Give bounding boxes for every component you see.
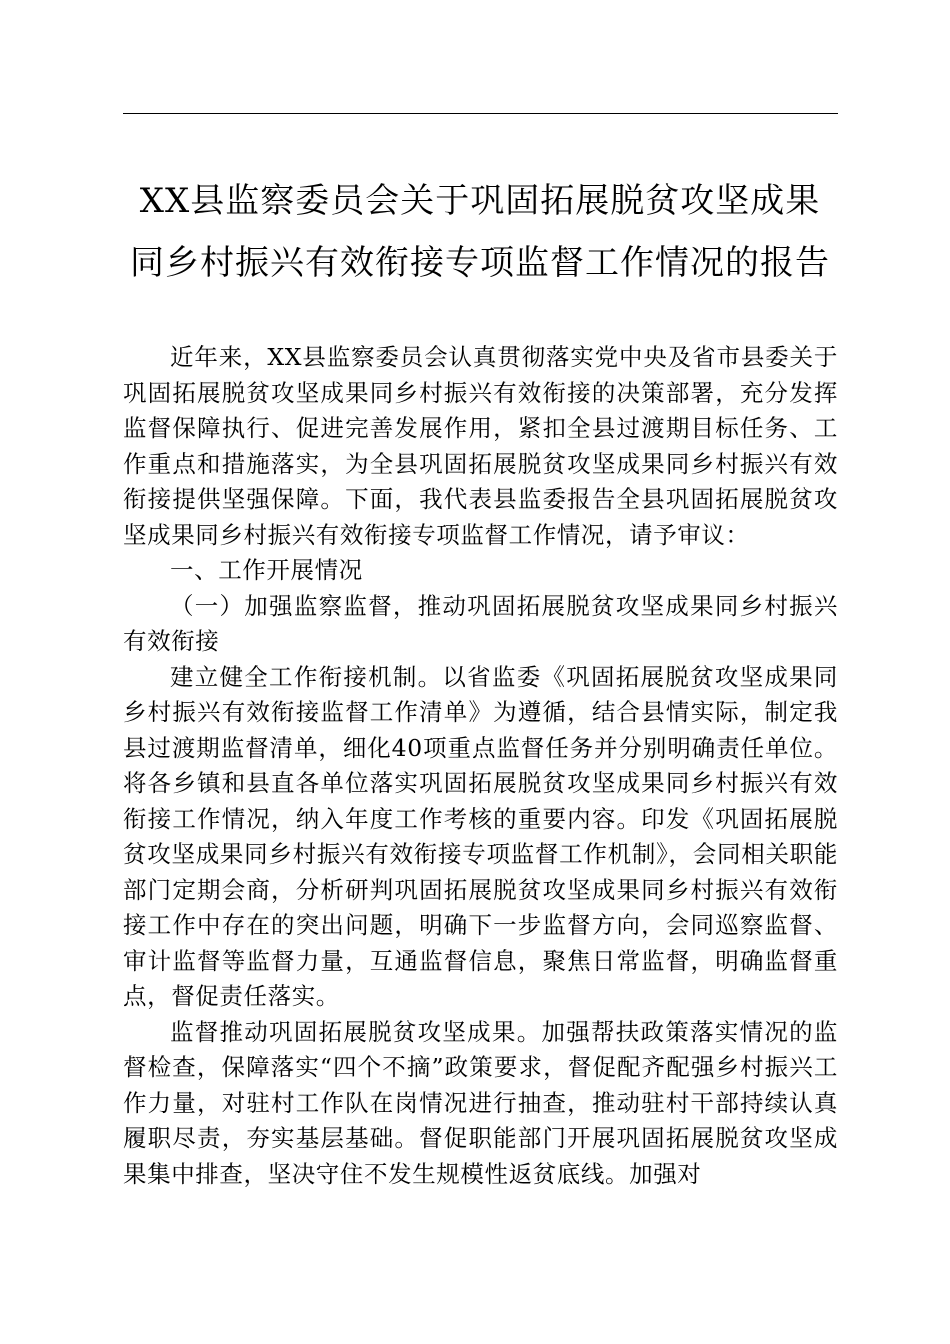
intro-paragraph: 近年来，XX县监察委员会认真贯彻落实党中央及省市县委关于巩固拓展脱贫攻坚成果同乡村振兴有效衔接的决策部署，充分发挥监督保障执行、促进完善发展作用，紧扣全县过渡期目标任务、工作重点和措施落实，为全县巩固拓展脱贫攻坚成果同乡村振兴有效衔接提供坚强保障。下面，我代表县监委报告全县巩固拓展脱贫攻坚成果同乡村振兴有效衔接专项监督工作情况，请予审议： <box>123 343 838 549</box>
mechanism-paragraph: 建立健全工作衔接机制。以省监委《巩固拓展脱贫攻坚成果同乡村振兴有效衔接监督工作清单》为遵循，结合县情实际，制定我县过渡期监督清单，细化40项重点监督任务并分别明确责任单位。将各乡镇和县直各单位落实巩固拓展脱贫攻坚成果同乡村振兴有效衔接工作情况，纳入年度工作考核的重要内容。印发《巩固拓展脱贫攻坚成果同乡村振兴有效衔接专项监督工作机制》，会同相关职能部门定期会商，分析研判巩固拓展脱贫攻坚成果同乡村振兴有效衔接工作中存在的突出问题，明确下一步监督方向，会同巡察监督、审计监督等监督力量，互通监督信息，聚焦日常监督，明确监督重点，督促责任落实。 <box>123 662 838 1010</box>
header-rule <box>123 113 838 114</box>
supervision-paragraph: 监督推动巩固拓展脱贫攻坚成果。加强帮扶政策落实情况的监督检查，保障落实“四个不摘”政策要求，督促配齐配强乡村振兴工作力量，对驻村工作队在岗情况进行抽查，推动驻村干部持续认真履职尽责，夯实基层基础。督促职能部门开展巩固拓展脱贫攻坚成果集中排查，坚决守住不发生规模性返贫底线。加强对 <box>123 1017 838 1188</box>
document-title <box>110 170 850 294</box>
section-heading-1: 一、工作开展情况 <box>170 556 363 584</box>
title-line-2: 同乡村振兴有效衔接专项监督工作情况的报告 <box>130 243 830 283</box>
title-line-1: XX县监察委员会关于巩固拓展脱贫攻坚成果 <box>139 181 821 221</box>
document-body <box>123 340 838 1192</box>
subsection-heading-1: （一）加强监察监督，推动巩固拓展脱贫攻坚成果同乡村振兴有效衔接 <box>123 591 838 655</box>
